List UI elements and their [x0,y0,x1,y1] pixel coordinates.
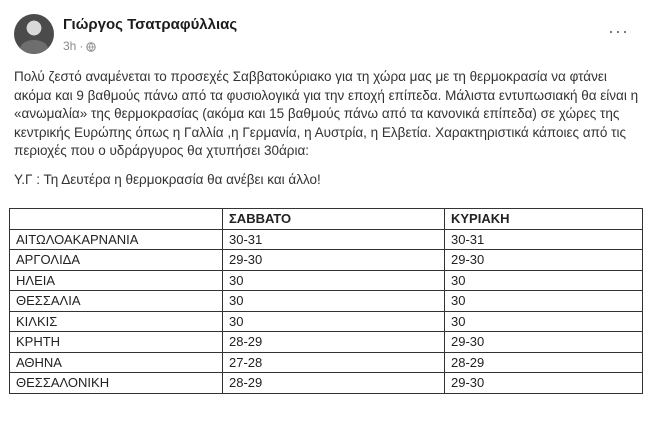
saturday-cell: 30 [223,270,445,291]
table-row [10,250,643,271]
region-cell: ΑΡΓΟΛΙΔΑ [10,250,223,271]
more-options-icon[interactable]: ··· [608,21,629,41]
region-cell: ΗΛΕΙΑ [10,270,223,291]
table-header-row [10,209,643,230]
header-sunday: ΚΥΡΙΑΚΗ [445,209,643,230]
sunday-cell: 28-29 [445,352,643,373]
saturday-cell: 30 [223,291,445,312]
saturday-cell: 30-31 [223,229,445,250]
author-name[interactable]: Γιώργος Τσατραφύλλιας [63,16,238,33]
region-cell: ΘΕΣΣΑΛΟΝΙΚΗ [10,373,223,394]
sunday-cell: 29-30 [445,332,643,353]
sunday-cell: 30 [445,291,643,312]
header-region [10,209,223,230]
temperature-table-image[interactable] [0,208,653,425]
sunday-cell: 30-31 [445,229,643,250]
saturday-cell: 30 [223,311,445,332]
region-cell: ΚΡΗΤΗ [10,332,223,353]
table-row [10,352,643,373]
sunday-cell: 29-30 [445,250,643,271]
saturday-cell: 27-28 [223,352,445,373]
region-cell: ΑΙΤΩΛΟΑΚΑΡΝΑΝΙΑ [10,229,223,250]
avatar-silhouette [20,40,48,54]
region-cell: ΚΙΛΚΙΣ [10,311,223,332]
sunday-cell: 29-30 [445,373,643,394]
region-cell: ΑΘΗΝΑ [10,352,223,373]
table-row [10,270,643,291]
post-time[interactable]: 3h [63,39,77,53]
post-text [14,68,642,189]
saturday-cell: 29-30 [223,250,445,271]
avatar[interactable] [14,14,54,54]
saturday-cell: 28-29 [223,373,445,394]
header-saturday: ΣΑΒΒΑΤΟ [223,209,445,230]
post-paragraph: Πολύ ζεστό αναμένεται το προσεχές Σαββατοκύριακο για τη χώρα μας με τη θερμοκρασία να φτάνει ακόμα και 9 βαθμούς πάνω από τα φυσιολογικά για την εποχή επίπεδα. Μάλιστα εντυπωσιακή θα είναι η «ανωμαλία» της θερμοκρασίας (ακόμα και 15 βαθμούς πάνω από τα κανονικά επίπεδα) σε χώρες της κεντρικής Ευρώπης όπως η Γαλλία ,η Γερμανία, η Αυστρία, η Ελβετία. Χαρακτηριστικά κάποιες από τις περιοχές που ο υδράργυρος θα χτυπήσει 30άρια: [14,69,639,158]
table-row [10,229,643,250]
meta-separator: · [79,39,84,53]
temperature-table [9,208,643,394]
sunday-cell: 30 [445,270,643,291]
region-cell: ΘΕΣΣΑΛΙΑ [10,291,223,312]
table-row [10,311,643,332]
table-row [10,291,643,312]
table-row [10,373,643,394]
globe-icon[interactable] [86,41,96,51]
table-row [10,332,643,353]
post-meta [63,39,96,53]
saturday-cell: 28-29 [223,332,445,353]
sunday-cell: 30 [445,311,643,332]
post-header [14,8,639,58]
post-paragraph-ps: Υ.Γ : Τη Δευτέρα η θερμοκρασία θα ανέβει και άλλο! [14,171,321,187]
